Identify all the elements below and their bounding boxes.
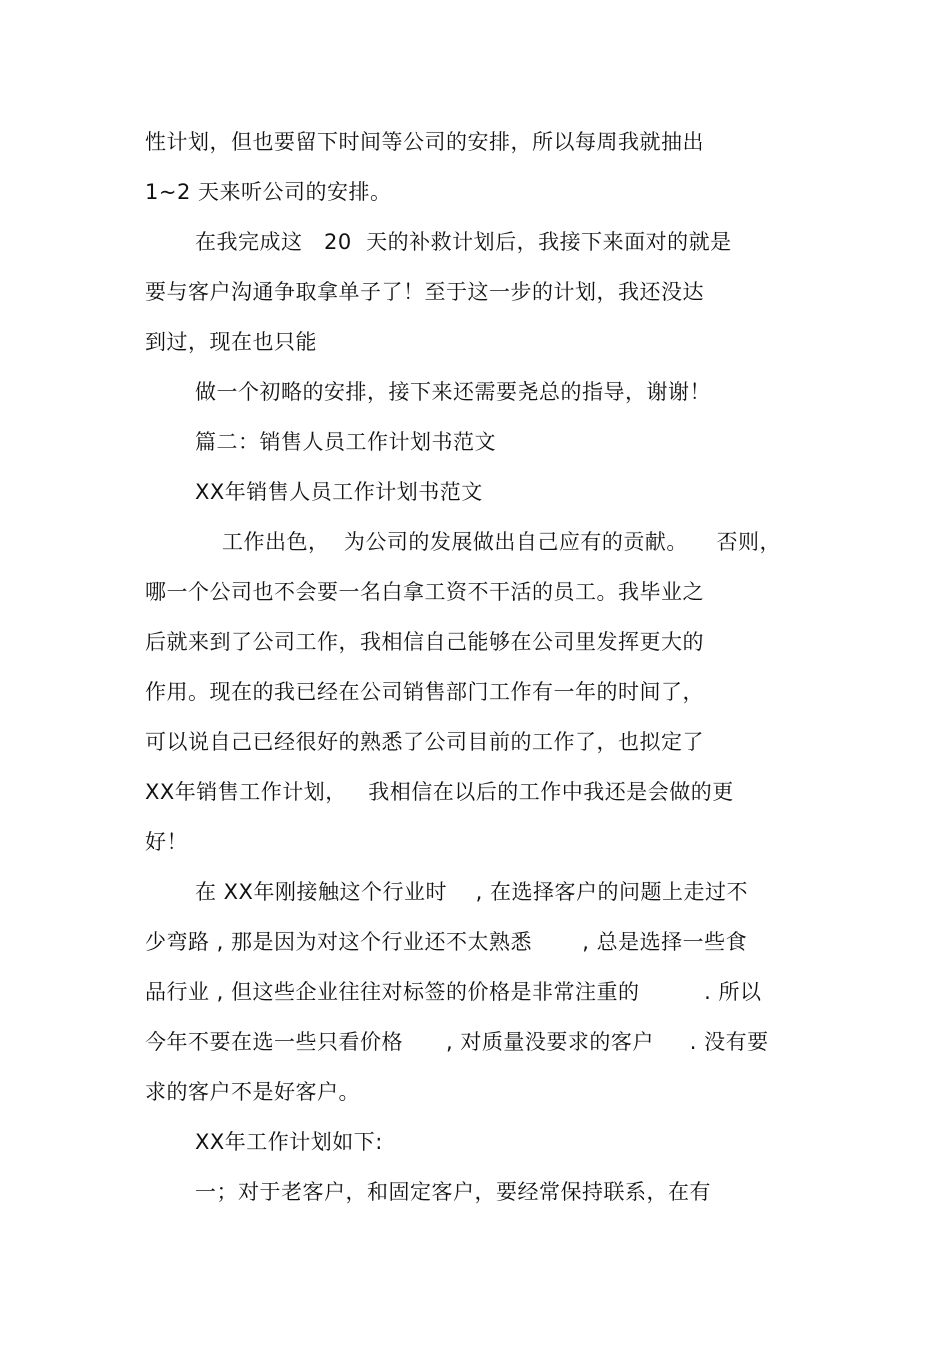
text-line: 哪一个公司也不会要一名白拿工资不干活的员工。我毕业之 xyxy=(145,580,704,604)
text-line: 求的客户不是好客户。 xyxy=(145,1080,360,1104)
text-line: 性计划，但也要留下时间等公司的安排，所以每周我就抽出 xyxy=(145,130,704,154)
text-line: 一；对于老客户，和固定客户，要经常保持联系，在有 xyxy=(195,1180,711,1204)
text-line: 可以说自己已经很好的熟悉了公司目前的工作了，也拟定了 xyxy=(145,730,704,754)
text-line: 1~2 天来听公司的安排。 xyxy=(145,180,392,204)
text-line: 要与客户沟通争取拿单子了！至于这一步的计划，我还没达 xyxy=(145,280,704,304)
text-line: 好！ xyxy=(145,830,188,854)
text-line: 工作出色， 为公司的发展做出自己应有的贡献。 否则， xyxy=(222,530,782,554)
subheading: XX年工作计划如下: xyxy=(195,1130,383,1154)
text-line: 到过，现在也只能 xyxy=(145,330,317,354)
document-title: XX年销售人员工作计划书范文 xyxy=(195,480,483,504)
text-line: 今年不要在选一些只看价格 , 对质量没要求的客户 . 没有要 xyxy=(145,1030,769,1054)
text-line: 作用。现在的我已经在公司销售部门工作有一年的时间了， xyxy=(145,680,704,704)
text-line: XX年销售工作计划， 我相信在以后的工作中我还是会做的更 xyxy=(145,780,734,804)
text-line: 在 XX年刚接触这个行业时 , 在选择客户的问题上走过不 xyxy=(195,880,748,904)
text-line: 品行业 , 但这些企业往往对标签的价格是非常注重的 . 所以 xyxy=(145,980,762,1004)
text-line: 少弯路 , 那是因为对这个行业还不太熟悉 , 总是选择一些食 xyxy=(145,930,748,954)
text-line: 做一个初略的安排，接下来还需要尧总的指导，谢谢！ xyxy=(195,380,711,404)
text-line: 后就来到了公司工作，我相信自己能够在公司里发挥更大的 xyxy=(145,630,704,654)
section-heading: 篇二：销售人员工作计划书范文 xyxy=(195,430,496,454)
text-line: 在我完成这 20 天的补救计划后，我接下来面对的就是 xyxy=(195,230,732,254)
